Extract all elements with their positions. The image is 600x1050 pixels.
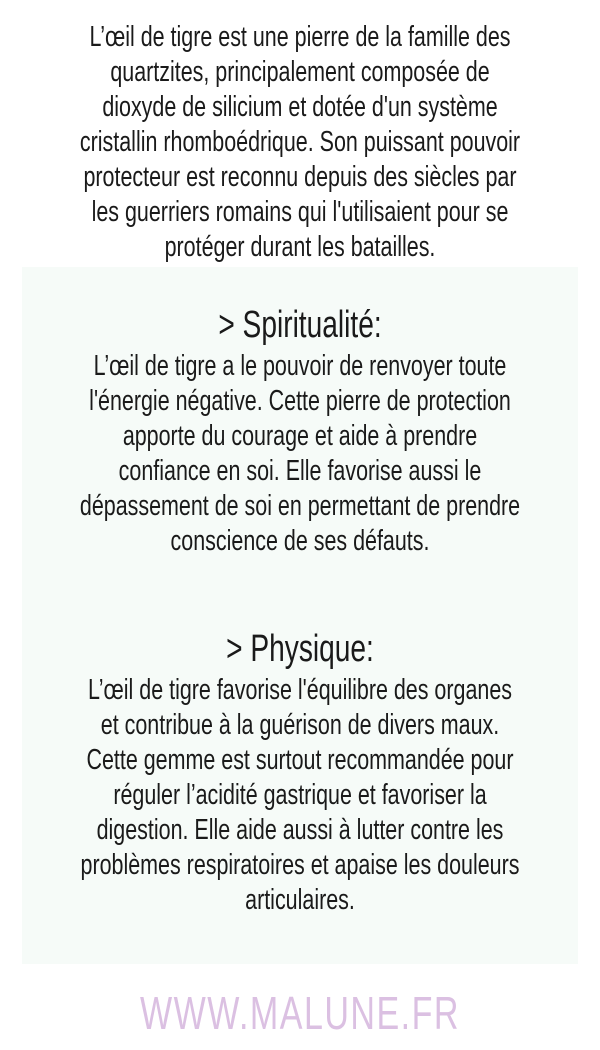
intro-paragraph: L’œil de tigre est une pierre de la famille des quartzites, principalement composée de dioxyde de silicium et dotée d'un système cristallin rhomboédrique. Son puissant pouvoir protecteur est reconnu depuis des siècles par les guerriers romains qui l'utilisaient pour se protéger durant les batailles.	[79, 21, 521, 263]
spirituality-text: L’œil de tigre a le pouvoir de renvoyer toute l'énergie négative. Cette pierre de protection apporte du courage et aide à prendre confiance en soi. Elle favorise aussi le dépassement de soi en permettant de prendre conscience de ses défauts.	[79, 350, 521, 557]
spirituality-section	[78, 303, 522, 559]
physique-section	[78, 627, 522, 918]
physique-heading: > Physique:	[226, 628, 374, 670]
spirituality-heading: > Spiritualité:	[218, 304, 382, 346]
physique-text: L’œil de tigre favorise l'équilibre des organes et contribue à la guérison de divers maux. Cette gemme est surtout recommandée pour réguler l’acidité gastrique et favoriser la digestion. Elle aide aussi à lutter contre les problèmes respiratoires et apaise les douleurs articulaires.	[80, 674, 520, 916]
content-panel	[22, 267, 578, 964]
website-footer: WWW.MALUNE.FR	[140, 987, 460, 1039]
